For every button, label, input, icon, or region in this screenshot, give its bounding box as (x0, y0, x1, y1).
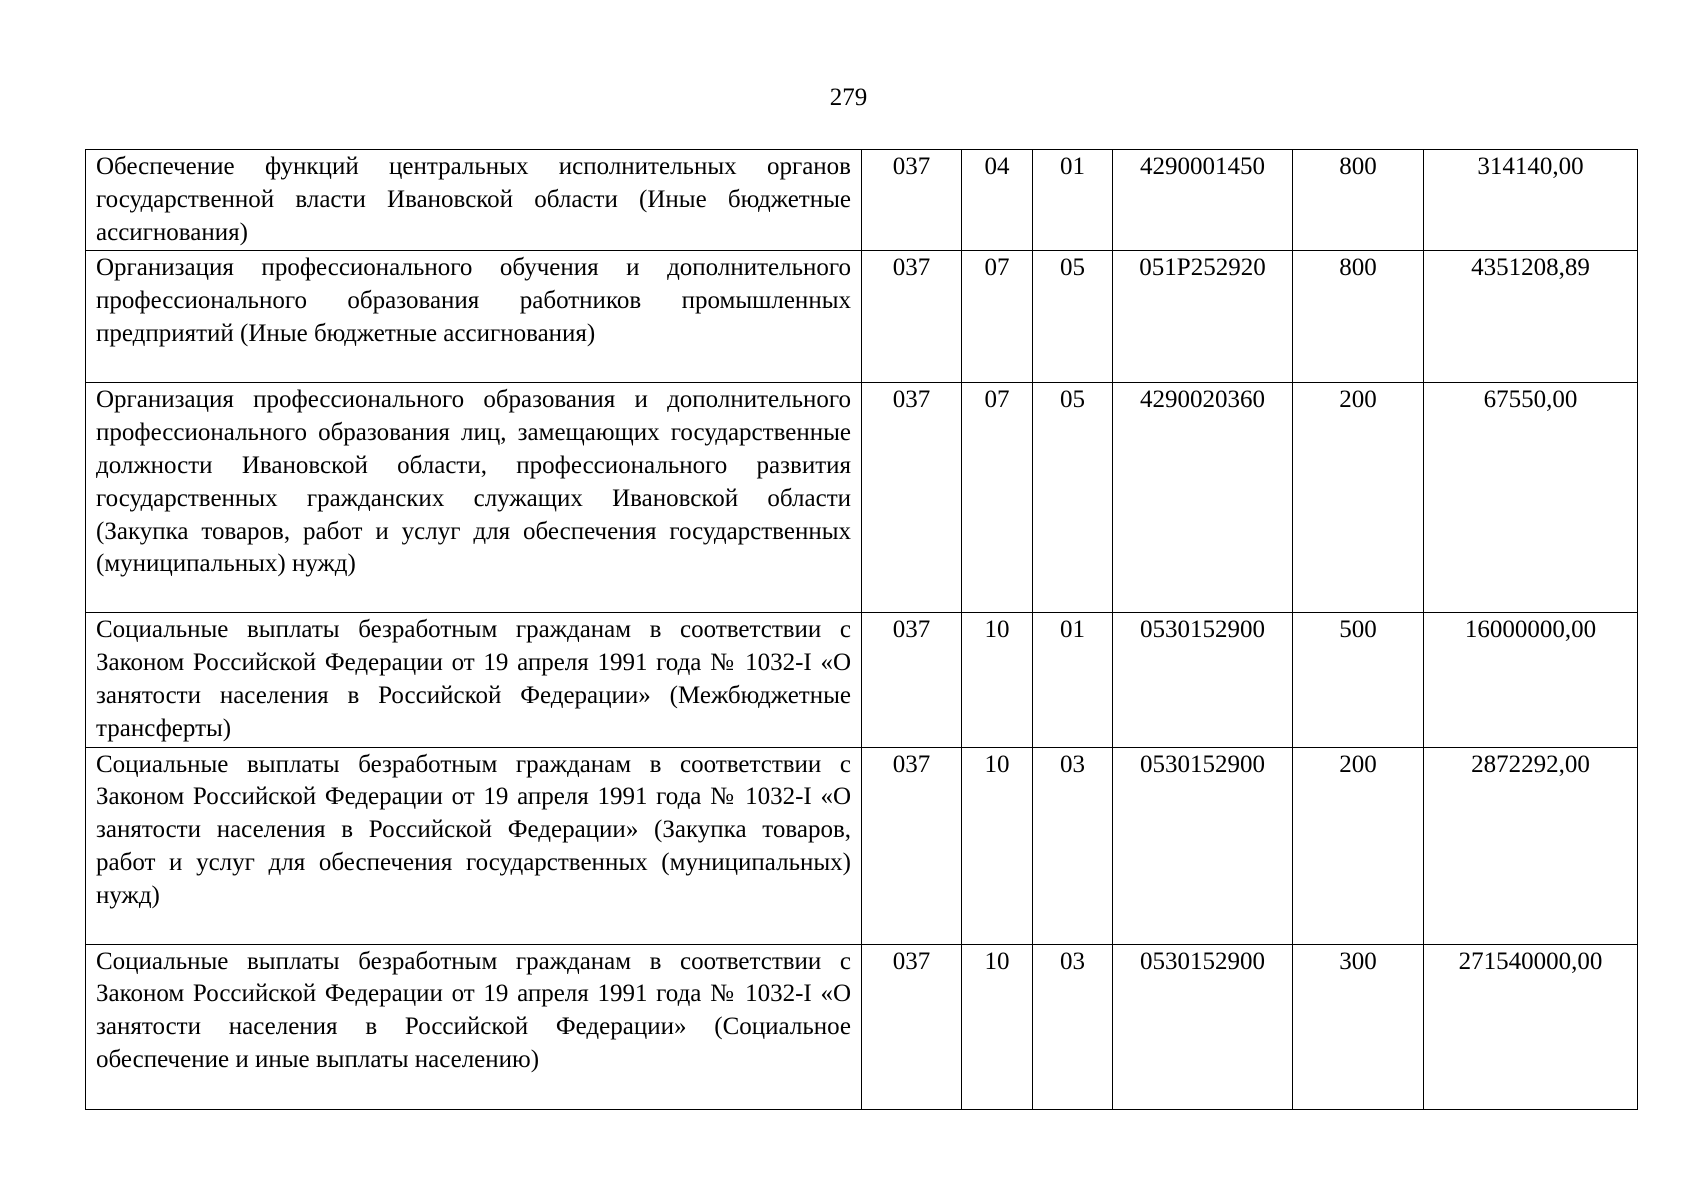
section-code: 10 (962, 944, 1033, 1109)
section-code: 10 (962, 613, 1033, 747)
ministry-code: 037 (862, 613, 962, 747)
expense-name: Социальные выплаты безработным гражданам в соответствии с Законом Российской Федерации от 19 апреля 1991 года № 1032-I «О занятости населения в Российской Федерации» (Социальное обеспечение и иные выплаты населению) (86, 944, 862, 1109)
table-row (86, 747, 1638, 944)
target-article-code: 0530152900 (1113, 944, 1293, 1109)
amount: 314140,00 (1424, 150, 1638, 251)
budget-table (85, 149, 1638, 1110)
subsection-code: 01 (1033, 613, 1113, 747)
ministry-code: 037 (862, 747, 962, 944)
amount: 4351208,89 (1424, 251, 1638, 383)
target-article-code: 051P252920 (1113, 251, 1293, 383)
table-row (86, 383, 1638, 613)
section-code: 07 (962, 383, 1033, 613)
subsection-code: 05 (1033, 383, 1113, 613)
expense-type-code: 500 (1293, 613, 1424, 747)
subsection-code: 01 (1033, 150, 1113, 251)
expense-type-code: 800 (1293, 150, 1424, 251)
expense-type-code: 200 (1293, 383, 1424, 613)
expense-name: Организация профессионального образования и дополнительного профессионального образования лиц, замещающих государственные должности Ивановской области, профессионального развития государственных гражданских служащих Ивановской области (Закупка товаров, работ и услуг для обеспечения государственных (муниципальных) нужд) (86, 383, 862, 613)
ministry-code: 037 (862, 383, 962, 613)
expense-type-code: 300 (1293, 944, 1424, 1109)
amount: 16000000,00 (1424, 613, 1638, 747)
expense-type-code: 200 (1293, 747, 1424, 944)
section-code: 10 (962, 747, 1033, 944)
expense-name: Социальные выплаты безработным гражданам в соответствии с Законом Российской Федерации от 19 апреля 1991 года № 1032-I «О занятости населения в Российской Федерации» (Закупка товаров, работ и услуг для обеспечения государственных (муниципальных) нужд) (86, 747, 862, 944)
target-article-code: 0530152900 (1113, 747, 1293, 944)
expense-name: Обеспечение функций центральных исполнительных органов государственной власти Ивановской области (Иные бюджетные ассигнования) (86, 150, 862, 251)
table-row (86, 613, 1638, 747)
section-code: 04 (962, 150, 1033, 251)
amount: 67550,00 (1424, 383, 1638, 613)
expense-name: Организация профессионального обучения и дополнительного профессионального образования работников промышленных предприятий (Иные бюджетные ассигнования) (86, 251, 862, 383)
target-article-code: 4290001450 (1113, 150, 1293, 251)
table-row (86, 251, 1638, 383)
target-article-code: 4290020360 (1113, 383, 1293, 613)
target-article-code: 0530152900 (1113, 613, 1293, 747)
subsection-code: 03 (1033, 747, 1113, 944)
expense-name: Социальные выплаты безработным гражданам в соответствии с Законом Российской Федерации от 19 апреля 1991 года № 1032-I «О занятости населения в Российской Федерации» (Межбюджетные трансферты) (86, 613, 862, 747)
page-number: 279 (829, 84, 868, 111)
table-row (86, 150, 1638, 251)
ministry-code: 037 (862, 251, 962, 383)
amount: 2872292,00 (1424, 747, 1638, 944)
subsection-code: 03 (1033, 944, 1113, 1109)
subsection-code: 05 (1033, 251, 1113, 383)
table-row (86, 944, 1638, 1109)
ministry-code: 037 (862, 150, 962, 251)
ministry-code: 037 (862, 944, 962, 1109)
amount: 271540000,00 (1424, 944, 1638, 1109)
section-code: 07 (962, 251, 1033, 383)
expense-type-code: 800 (1293, 251, 1424, 383)
